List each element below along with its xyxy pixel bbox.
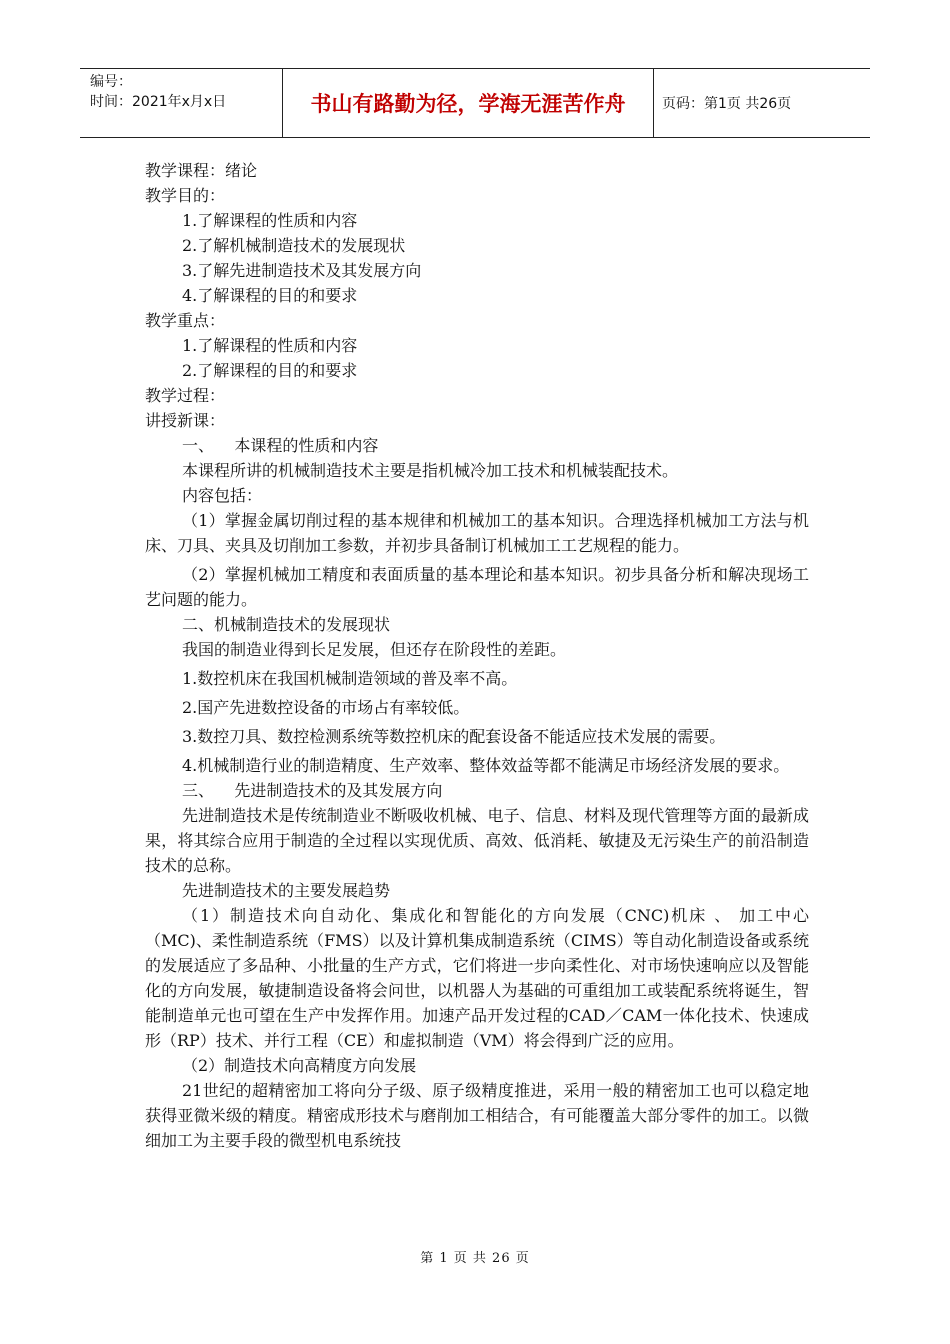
section-heading-3: 三、 先进制造技术的及其发展方向: [182, 781, 443, 800]
paragraph: （2）制造技术向高精度方向发展: [182, 1056, 417, 1075]
objective-item: 2.了解机械制造技术的发展现状: [182, 236, 406, 255]
time-label: 时间：2021年x月x日: [90, 94, 227, 110]
objective-item: 3.了解先进制造技术及其发展方向: [182, 261, 422, 280]
header-page-info: 页码：第1页 共26页: [662, 96, 792, 112]
paragraph: （2）掌握机械加工精度和表面质量的基本理论和基本知识。初步具备分析和解决现场工艺问题的能力。: [145, 565, 809, 609]
paragraph: （1）制造技术向自动化、集成化和智能化的方向发展（CNC)机床 、 加工中心（MC)、柔性制造系统（FMS）以及计算机集成制造系统（CIMS）等自动化制造设备或系统的发展适应了多品种、小批量的生产方式，它们将进一步向柔性化、对市场快速响应以及智能化的方向发展，敏捷制造设备将会问世，以机器人为基础的可重组加工或装配系统将诞生，智能制造单元也可望在生产中发挥作用。加速产品开发过程的CAD／CAM一体化技术、快速成形（RP）技术、并行工程（CE）和虚拟制造（VM）将会得到广泛的应用。: [145, 906, 809, 1050]
objective-item: 4.了解课程的目的和要求: [182, 286, 358, 305]
key-point-item: 2.了解课程的目的和要求: [182, 361, 358, 380]
document-body: [145, 158, 809, 1153]
paragraph: 我国的制造业得到长足发展，但还存在阶段性的差距。: [182, 640, 567, 659]
list-item: 1.数控机床在我国机械制造领域的普及率不高。: [182, 669, 518, 688]
paragraph: 先进制造技术的主要发展趋势: [182, 881, 391, 900]
objective-item: 1.了解课程的性质和内容: [182, 211, 358, 230]
paragraph: 本课程所讲的机械制造技术主要是指机械冷加工技术和机械装配技术。: [182, 461, 679, 480]
list-item: 2.国产先进数控设备的市场占有率较低。: [182, 698, 470, 717]
section-heading-1: 一、 本课程的性质和内容: [182, 436, 379, 455]
page-footer: 第 1 页 共 26 页: [420, 1251, 530, 1266]
list-item: 3.数控刀具、数控检测系统等数控机床的配套设备不能适应技术发展的需要。: [182, 727, 726, 746]
paragraph: （1）掌握金属切削过程的基本规律和机械加工的基本知识。合理选择机械加工方法与机床、刀具、夹具及切削加工参数，并初步具备制订机械加工工艺规程的能力。: [145, 511, 809, 555]
lecture-heading: 讲授新课：: [145, 411, 226, 430]
paragraph: 先进制造技术是传统制造业不断吸收机械、电子、信息、材料及现代管理等方面的最新成果，将其综合应用于制造的全过程以实现优质、高效、低消耗、敏捷及无污染生产的前沿制造技术的总称。: [145, 806, 809, 875]
page-header: [80, 68, 870, 138]
process-heading: 教学过程：: [145, 386, 226, 405]
paragraph: 内容包括：: [182, 486, 263, 505]
header-motto: 书山有路勤为径，学海无涯苦作舟: [282, 69, 654, 137]
number-label: 编号：: [90, 74, 132, 90]
list-item: 4.机械制造行业的制造精度、生产效率、整体效益等都不能满足市场经济发展的要求。: [182, 756, 790, 775]
section-heading-2: 二、机械制造技术的发展现状: [182, 615, 391, 634]
header-meta: [80, 69, 282, 137]
paragraph: 21世纪的超精密加工将向分子级、原子级精度推进，采用一般的精密加工也可以稳定地获得亚微米级的精度。精密成形技术与磨削加工相结合，有可能覆盖大部分零件的加工。以微细加工为主要手段的微型机电系统技: [145, 1081, 809, 1150]
objectives-heading: 教学目的：: [145, 186, 226, 205]
key-points-heading: 教学重点：: [145, 311, 226, 330]
course-title: 教学课程：绪论: [145, 161, 258, 180]
key-point-item: 1.了解课程的性质和内容: [182, 336, 358, 355]
